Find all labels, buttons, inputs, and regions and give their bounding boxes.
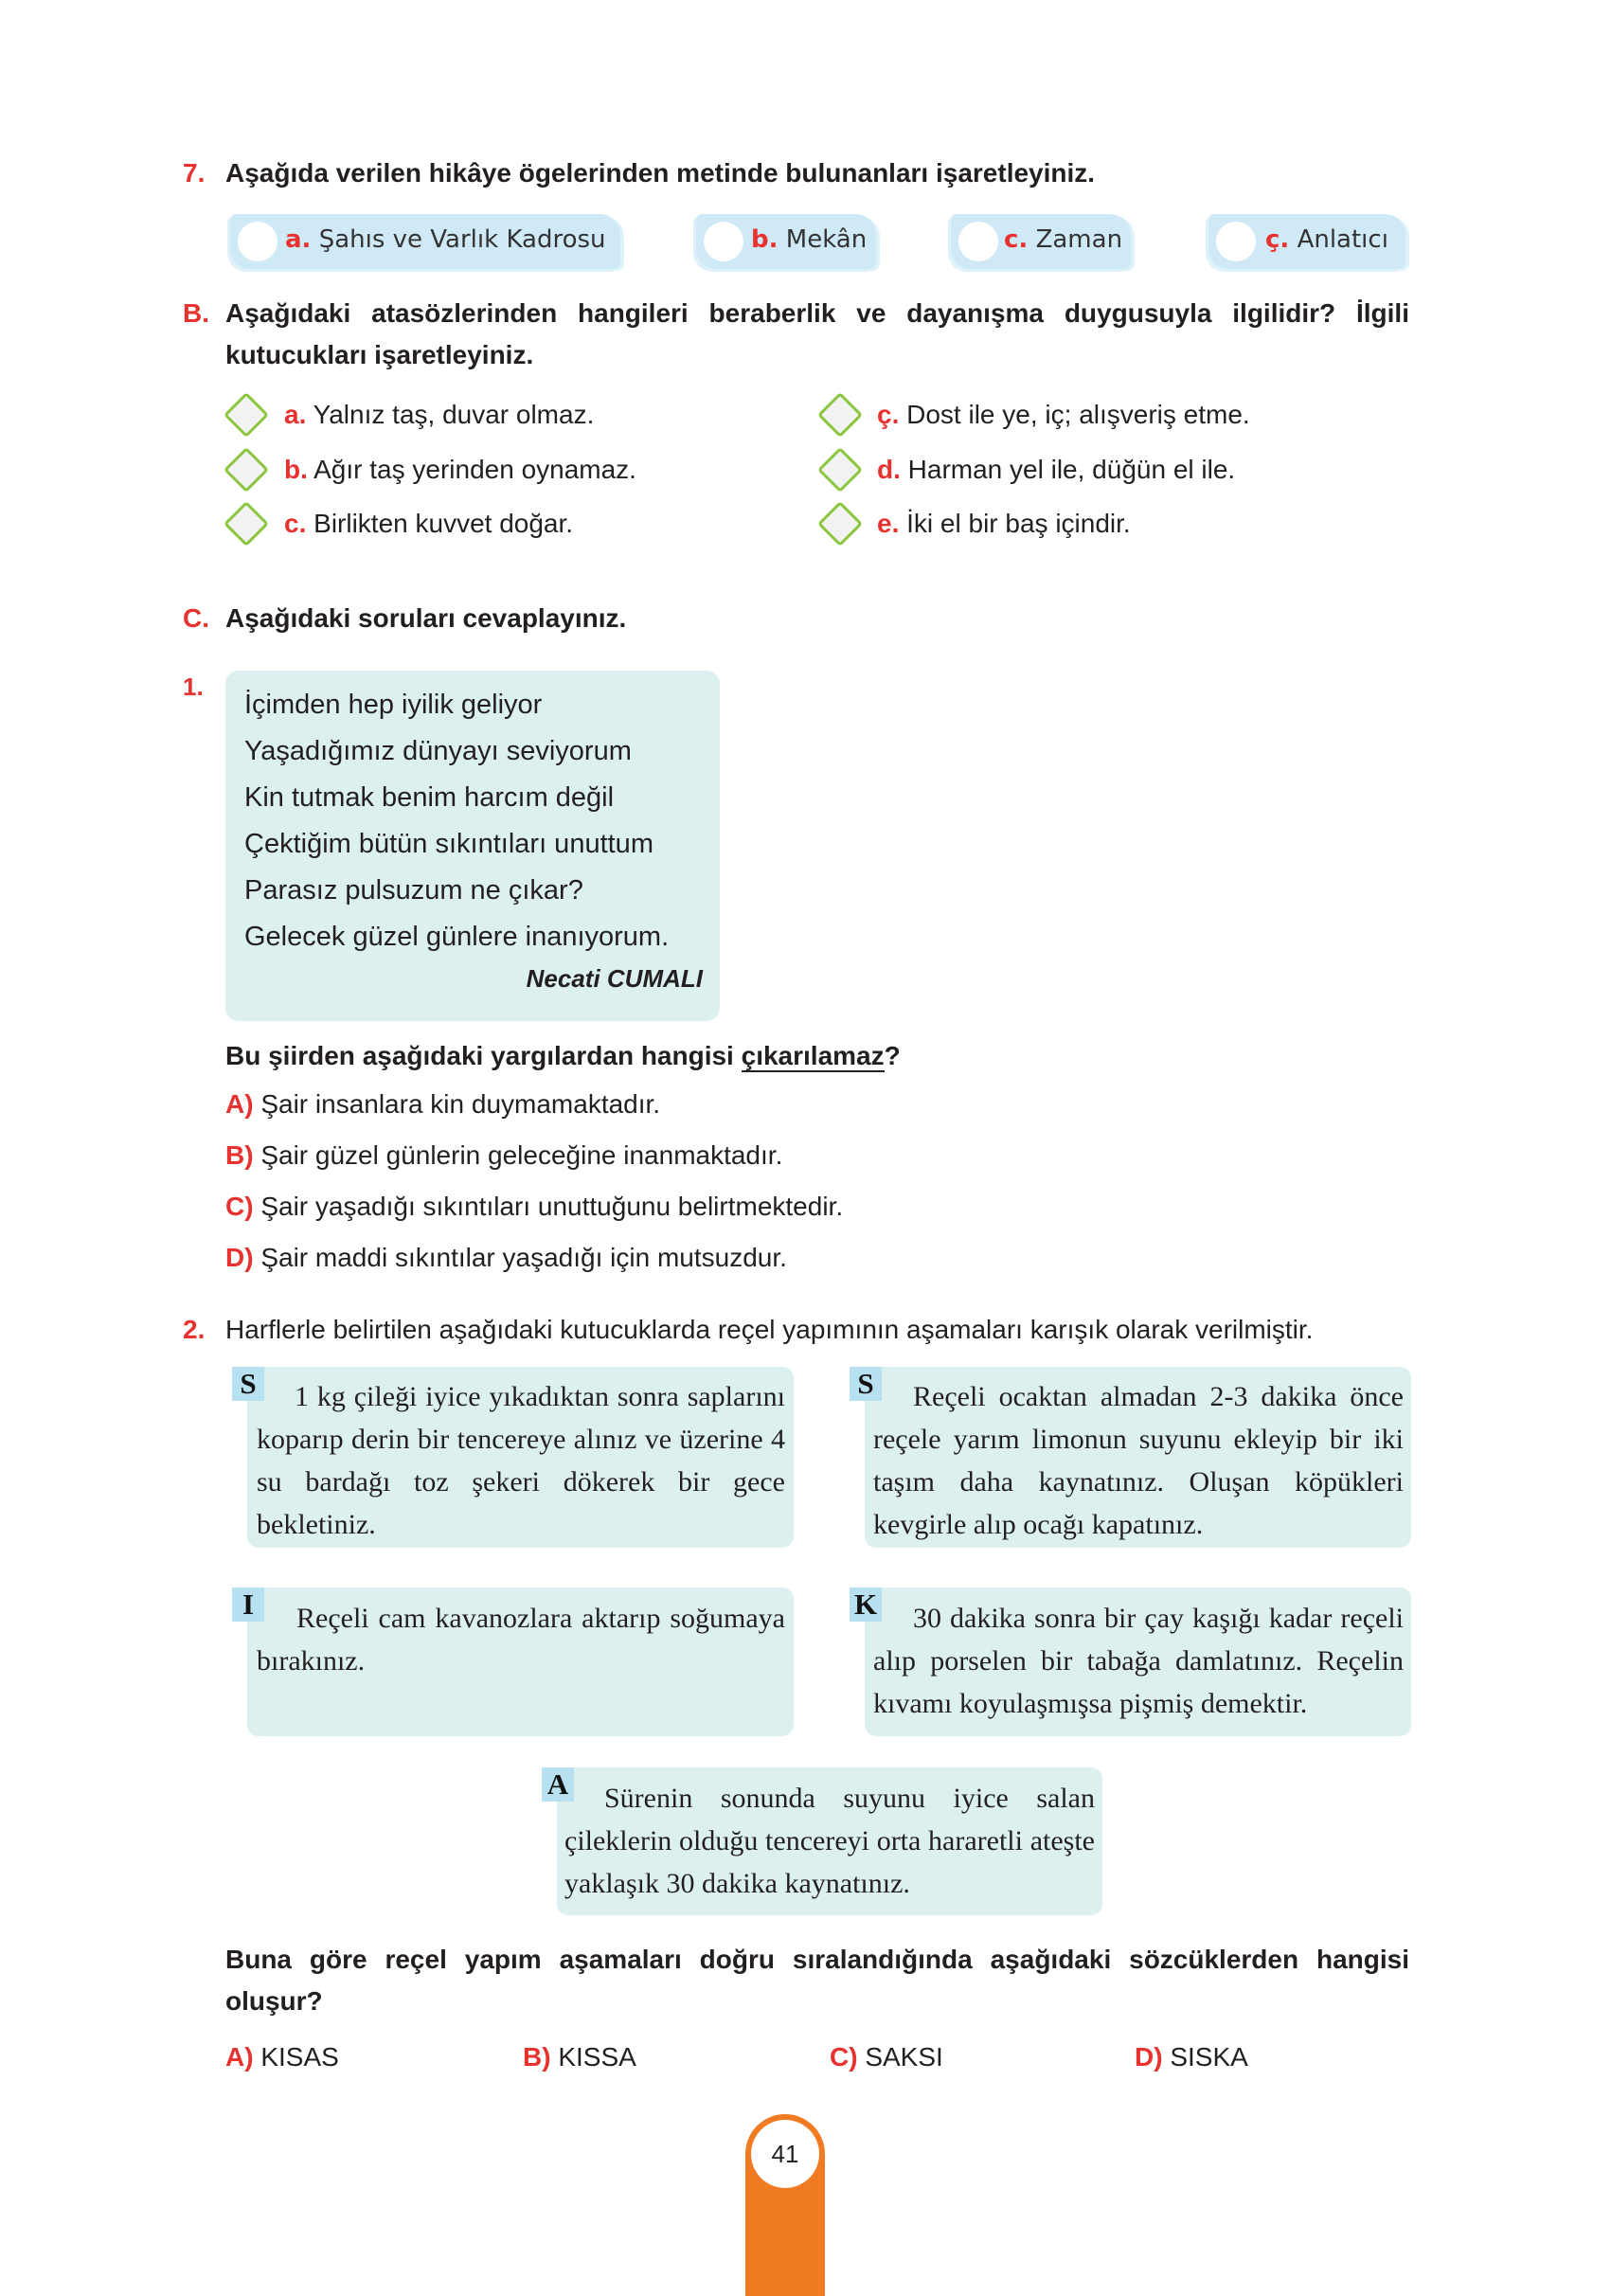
page-number: 41 — [751, 2120, 819, 2188]
checkbox-circle-icon[interactable] — [238, 222, 277, 261]
answer-option-a[interactable]: A) Şair insanlara kin duymamaktadır. — [225, 1089, 661, 1119]
answer-option-b[interactable]: B) KISSA — [523, 2042, 636, 2072]
section-b-number: B. — [183, 298, 209, 328]
proverb-item-cc: ç. Dost ile ye, iç; alışveriş etme. — [877, 400, 1250, 429]
option-7c-box[interactable] — [951, 214, 1131, 269]
poem-line: Gelecek güzel günlere inanıyorum. — [244, 922, 670, 952]
step-text: Reçeli cam kavanozlara aktarıp soğumaya bırakınız. — [257, 1603, 785, 1677]
poem-line: İçimden hep iyilik geliyor — [244, 690, 543, 720]
option-7a-box[interactable] — [230, 214, 620, 269]
section-b-prompt-line2: kutucukları işaretleyiniz. — [225, 340, 534, 369]
option-letter: ç. — [1265, 225, 1290, 254]
section-7-prompt: Aşağıda verilen hikâye ögelerinden metinde bulunanları işaretleyiniz. — [225, 158, 1096, 188]
diamond-checkbox-icon[interactable] — [817, 447, 863, 493]
question-2-prompt: Harflerle belirtilen aşağıdaki kutucuklarda reçel yapımının aşamaları karışık olarak verilmiştir. — [225, 1315, 1314, 1344]
section-c-prompt: Aşağıdaki soruları cevaplayınız. — [225, 603, 627, 633]
question-1-text: Bu şiirden aşağıdaki yargılardan hangisi çıkarılamaz? — [225, 1041, 901, 1070]
poem-line: Yaşadığımız dünyayı seviyorum — [244, 736, 632, 766]
diamond-checkbox-icon[interactable] — [817, 392, 863, 438]
poem-author: Necati CUMALI — [526, 964, 703, 993]
diamond-checkbox-icon[interactable] — [817, 501, 863, 547]
checkbox-circle-icon[interactable] — [704, 222, 743, 261]
step-tag: S — [850, 1367, 882, 1401]
option-7b-box[interactable] — [696, 214, 876, 269]
question-2-text-line2: oluşur? — [225, 1986, 323, 2016]
diamond-checkbox-icon[interactable] — [224, 447, 269, 493]
answer-option-a[interactable]: A) KISAS — [225, 2042, 339, 2072]
answer-option-b[interactable]: B) Şair güzel günlerin geleceğine inanmaktadır. — [225, 1140, 783, 1170]
question-2-text-line1: Buna göre reçel yapım aşamaları doğru sıralandığında aşağıdaki sözcüklerden hangisi — [225, 1945, 1409, 1974]
step-text: 1 kg çileği iyice yıkadıktan sonra saplarını koparıp derin bir tencereye alınız ve üzerine 4 su bardağı toz şekeri dökerek bir gece bekletiniz. — [257, 1381, 785, 1540]
answer-option-c[interactable]: C) SAKSI — [830, 2042, 943, 2072]
option-label: Anlatıcı — [1297, 225, 1388, 254]
question-2-number: 2. — [183, 1315, 206, 1344]
step-tag: K — [850, 1587, 882, 1622]
option-label: Zaman — [1035, 225, 1123, 254]
question-1-number: 1. — [183, 673, 204, 701]
step-text: Reçeli ocaktan almadan 2-3 dakika önce reçele yarım limonun suyunu ekleyip bir iki taşım daha kaynatınız. Oluşan köpükleri kevgirle alıp ocağı kapatınız. — [873, 1381, 1404, 1540]
section-b-prompt-line1: Aşağıdaki atasözlerinden hangileri beraberlik ve dayanışma duygusuyla ilgilidir? İlgili — [225, 298, 1409, 328]
diamond-checkbox-icon[interactable] — [224, 392, 269, 438]
option-letter: b. — [751, 225, 779, 254]
step-tag: I — [232, 1587, 264, 1622]
option-7d-box[interactable] — [1208, 214, 1405, 269]
section-7-number: 7. — [183, 158, 206, 188]
step-tag: A — [542, 1767, 574, 1802]
proverb-item-d: d. Harman yel ile, düğün el ile. — [877, 455, 1236, 484]
poem-line: Parasız pulsuzum ne çıkar? — [244, 875, 583, 906]
checkbox-circle-icon[interactable] — [1216, 222, 1256, 261]
proverb-item-b: b. Ağır taş yerinden oynamaz. — [284, 455, 636, 484]
proverb-item-a: a. Yalnız taş, duvar olmaz. — [284, 400, 595, 429]
poem-line: Kin tutmak benim harcım değil — [244, 782, 615, 813]
option-label: Şahıs ve Varlık Kadrosu — [318, 225, 606, 254]
poem-line: Çektiğim bütün sıkıntıları unuttum — [244, 829, 653, 859]
proverb-item-e: e. İki el bir baş içindir. — [877, 509, 1131, 538]
diamond-checkbox-icon[interactable] — [224, 501, 269, 547]
option-label: Mekân — [785, 225, 868, 254]
poem-box — [225, 671, 720, 1021]
answer-option-d[interactable]: D) Şair maddi sıkıntılar yaşadığı için mutsuzdur. — [225, 1243, 787, 1272]
checkbox-circle-icon[interactable] — [958, 222, 998, 261]
proverb-item-c: c. Birlikten kuvvet doğar. — [284, 509, 574, 538]
answer-option-c[interactable]: C) Şair yaşadığı sıkıntıları unuttuğunu belirtmektedir. — [225, 1192, 844, 1221]
section-c-number: C. — [183, 603, 209, 633]
option-letter: a. — [285, 225, 312, 254]
option-letter: c. — [1004, 225, 1029, 254]
answer-option-d[interactable]: D) SISKA — [1135, 2042, 1248, 2072]
step-tag: S — [232, 1367, 264, 1401]
step-text: Sürenin sonunda suyunu iyice salan çileklerin olduğu tencereyi orta hararetli ateşte yaklaşık 30 dakika kaynatınız. — [564, 1783, 1095, 1899]
step-text: 30 dakika sonra bir çay kaşığı kadar reçeli alıp porselen bir tabağa damlatınız. Reçelin kıvamı koyulaşmışsa pişmiş demektir. — [873, 1603, 1404, 1719]
